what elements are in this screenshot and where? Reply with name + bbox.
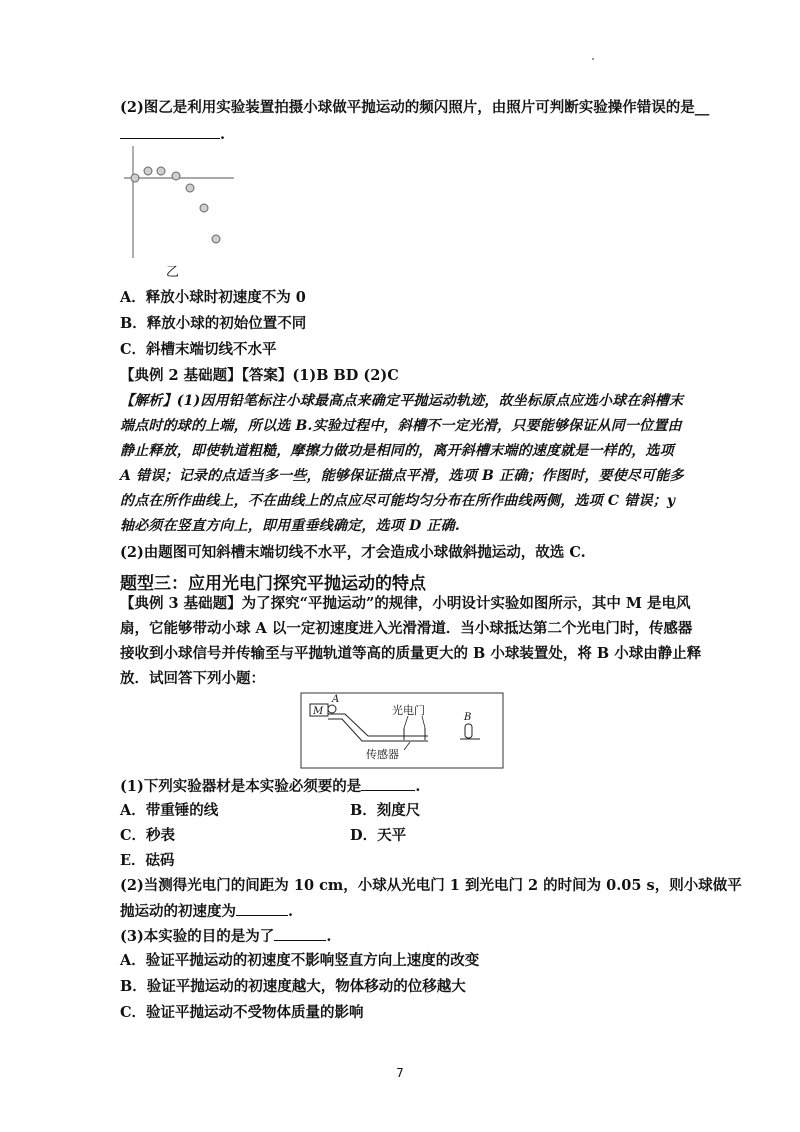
example-3-line: 接收到小球信号并传输至与平抛轨道等高的质量更大的 B 小球装置处，将 B 小球由静止释: [120, 645, 702, 662]
track-upper: [328, 714, 428, 736]
question-3-3-end: .: [326, 928, 332, 945]
track-lower: [328, 719, 428, 741]
question-3-2-end: .: [288, 903, 294, 920]
ball-image: [212, 235, 220, 243]
example-3-line: 放．试回答下列小题：: [120, 670, 265, 687]
option-b: B．验证平抛运动的初速度越大，物体移动的位移越大: [120, 978, 466, 995]
answer-blank: [361, 776, 415, 791]
ball-a-label: A: [332, 694, 340, 705]
photogate-label: 光电门: [392, 704, 425, 717]
analysis-line: 【解析】(1)因用铅笔标注小球最高点来确定平抛运动轨迹，故坐标原点应选小球在斜槽末: [120, 393, 684, 409]
example-3-line: 扇，它能够带动小球 A 以一定初速度进入光滑滑道．当小球抵达第二个光电门时，传感器: [120, 620, 693, 637]
option-b: B．释放小球的初始位置不同: [120, 315, 307, 332]
corner-mark: [592, 58, 594, 60]
figure-caption: 乙: [166, 265, 180, 280]
section-heading: 题型三：应用光电门探究平抛运动的特点: [120, 574, 426, 594]
question-3-1-end: .: [415, 778, 421, 795]
strobe-photo-figure: [118, 144, 248, 280]
option-a: A．释放小球时初速度不为 0: [120, 289, 306, 306]
ball-a: [328, 705, 336, 713]
option-d: D．天平: [350, 827, 407, 844]
page-number: 7: [396, 1066, 404, 1080]
option-e: E．砝码: [120, 852, 175, 869]
analysis-line: 的点在所作曲线上，不在曲线上的点应尽可能均匀分布在所作曲线两侧，选项 C 错误；y: [120, 493, 676, 509]
answer-blank: [236, 901, 288, 916]
leader-line: [404, 716, 408, 728]
option-c: C．斜槽末端切线不水平: [120, 341, 277, 358]
fan-label: M: [313, 706, 324, 717]
analysis-line: 轴必须在竖直方向上，即用重垂线确定，选项 D 正确.: [120, 518, 460, 534]
ball-image: [186, 184, 194, 192]
question-3-2-line1: (2)当测得光电门的间距为 10 cm，小球从光电门 1 到光电门 2 的时间为 0.05 s，则小球做平: [120, 877, 742, 894]
ball-image: [200, 204, 208, 212]
option-a: A．带重锤的线: [120, 802, 219, 819]
ball-b-label: B: [464, 712, 472, 723]
question-3-3: [120, 926, 331, 947]
question-2-continuation: [120, 124, 225, 145]
example-2-answer: 【典例 2 基础题】【答案】(1)B BD (2)C: [120, 367, 399, 384]
example-3-line: 【典例 3 基础题】为了探究“平抛运动”的规律，小明设计实验如图所示，其中 M 是电风: [120, 595, 691, 612]
leader-line: [422, 716, 425, 728]
analysis-line: (2)由题图可知斜槽末端切线不水平，才会造成小球做斜抛运动，故选 C.: [120, 544, 586, 561]
question-3-1: [120, 776, 420, 797]
ball-b-holder: [465, 724, 472, 738]
analysis-line: 静止释放，即使轨道粗糙，摩擦力做功是相同的，离开斜槽末端的速度就是一样的，选项: [120, 443, 674, 459]
analysis-line: A 错误；记录的点适当多一些，能够保证描点平滑，选项 B 正确；作图时，要使尽可能多: [120, 468, 684, 484]
option-c: C．验证平抛运动不受物体质量的影响: [120, 1004, 364, 1021]
question-2-text: (2)图乙是利用实验装置拍摄小球做平抛运动的频闪照片，由照片可判断实验操作错误的是__: [120, 99, 710, 116]
apparatus-figure: [300, 692, 505, 770]
question-3-3-text: (3)本实验的目的是为了: [120, 928, 275, 945]
option-c: C．秒表: [120, 827, 176, 844]
ball-image: [157, 167, 165, 175]
question-3-1-text: (1)下列实验器材是本实验必须要的是: [120, 778, 362, 795]
analysis-line: 端点时的球的上端，所以选 B.实验过程中，斜槽不一定光滑，只要能够保证从同一位置由: [120, 418, 682, 434]
question-2-end: .: [220, 126, 226, 143]
ball-image: [144, 167, 152, 175]
sensor-label: 传感器: [366, 748, 399, 761]
question-3-2-line2: [120, 901, 293, 922]
question-3-2-text: 抛运动的初速度为: [120, 903, 236, 920]
answer-blank: [274, 926, 326, 941]
ball-image: [172, 172, 180, 180]
option-b: B．刻度尺: [350, 802, 421, 819]
answer-blank: [120, 124, 220, 139]
ball-image: [131, 174, 139, 182]
option-a: A．验证平抛运动的初速度不影响竖直方向上速度的改变: [120, 952, 480, 969]
leader-line: [404, 742, 410, 750]
